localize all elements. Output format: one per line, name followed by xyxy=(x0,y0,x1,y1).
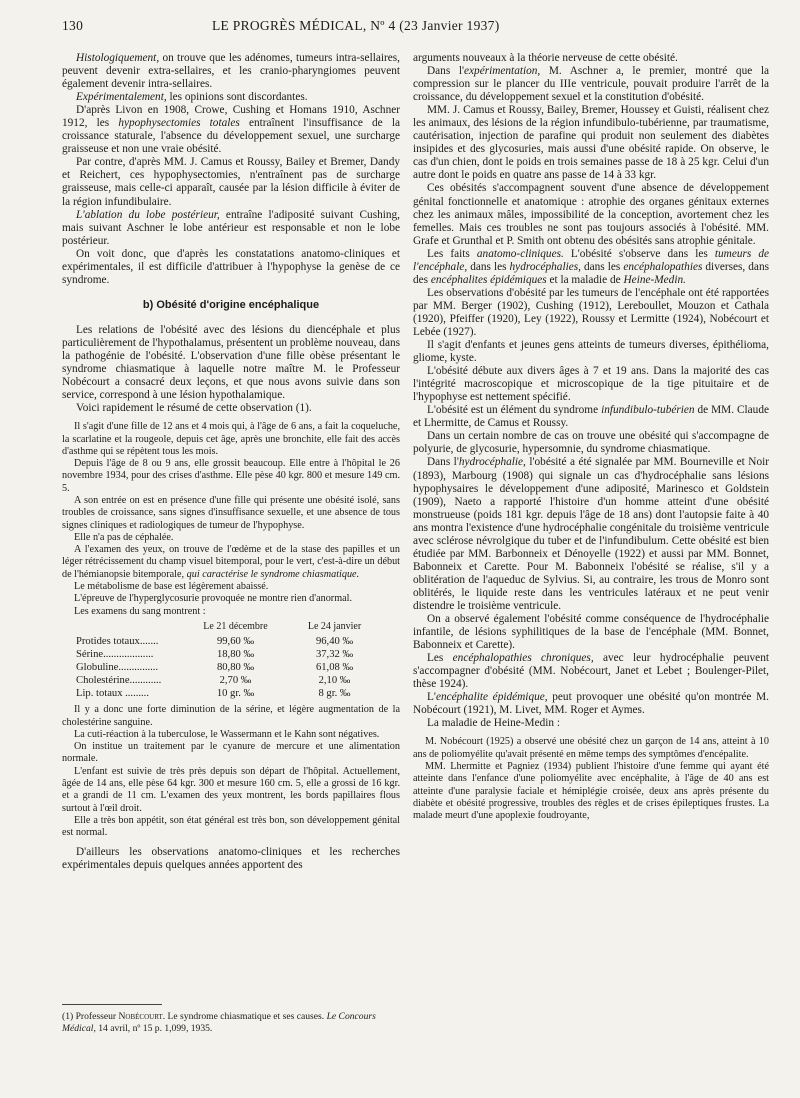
paragraph: Il s'agit d'enfants et jeunes gens atteints de tumeurs diverses, épithélioma, gliome, kyste. xyxy=(413,339,769,365)
cell-value: 99,60 ‰ xyxy=(216,636,255,648)
paragraph xyxy=(413,404,769,430)
page-header xyxy=(62,18,768,40)
row-label: Protides totaux....... xyxy=(76,636,159,648)
italic-term: hypophysectomies totales xyxy=(118,117,240,130)
paragraph: D'ailleurs les observations anatomo-cliniques et les recherches expérimentales depuis quelques années apportent des xyxy=(62,845,400,871)
table-row xyxy=(74,687,384,700)
paragraph: Les observations d'obésité par les tumeurs de l'encéphale ont été rapportées par MM. Berger (1902), Cushing (1912), Lereboullet, Mouzon et Cathala (1920), Pfeiffer (1920), Ley (1922), Roussy et Lermitte (1924), Nobécourt et Lebée (1927). xyxy=(413,286,769,338)
paragraph xyxy=(413,652,769,691)
italic-lead: L'ablation du lobe postérieur, xyxy=(76,208,220,221)
blood-test-table xyxy=(74,621,384,700)
cell-value: 10 gr. ‰ xyxy=(216,688,255,700)
right-column xyxy=(413,52,769,823)
cell-value: 80,80 ‰ xyxy=(216,662,255,674)
paragraph-text: Les faits xyxy=(427,247,477,260)
case-paragraph xyxy=(62,544,400,581)
cell-value: 2,70 ‰ xyxy=(219,675,252,687)
italic-term: encéphalopathies chroniques, xyxy=(452,652,594,665)
paragraph: La maladie de Heine-Medin : xyxy=(427,717,560,730)
page-number: 130 xyxy=(62,18,84,33)
paragraph-text: Dans l' xyxy=(427,456,459,469)
paragraph-text: M. Aschner a, le premier, montré que la compression sur le plancer du IIIe ventricule, pouvait produire l'arrêt de la croissance, du développement sexuel et la constitution d'obésité. xyxy=(413,65,770,104)
footnote-rule xyxy=(62,1004,162,1005)
italic-lead: Expérimentalement, xyxy=(76,91,167,104)
italic-term: infundibulo-tubérien xyxy=(601,404,695,417)
paragraph-text: de MM. Claude et Lhermitte, de Camus et Roussy. xyxy=(413,404,769,430)
paragraph xyxy=(62,209,400,248)
paragraph: Ces obésités s'accompagnent souvent d'une absence de développement génital fonctionnelle et anatomique : atrophie des organes génitaux externes chez les animaux mâles, impossibilité de la conception, avortement chez les femelles. Mais ces troubles ne sont pas toujours associés à l'obésité. MM. Grafe et Grunthal et P. Smith ont obtenu des obésités sans atrophie génitale. xyxy=(413,182,769,247)
cell-value: 2,10 ‰ xyxy=(318,675,351,687)
row-label: Lip. totaux ......... xyxy=(76,688,149,700)
cell-value: 8 gr. ‰ xyxy=(318,688,351,700)
paragraph-text: les opinions sont discordantes. xyxy=(166,91,308,104)
column-header: Le 21 décembre xyxy=(203,620,268,632)
italic-term: encéphalite épidémique, xyxy=(435,691,548,704)
paragraph xyxy=(413,65,769,104)
paragraph-text: diverses, dans des xyxy=(413,260,769,286)
italic-term: hydrocéphalie, xyxy=(458,456,526,469)
case-paragraph: Depuis l'âge de 8 ou 9 ans, elle grossit beaucoup. Elle entre à l'hôpital le 26 novembre 1934, pour des crises d'asthme. Elle pèse 40 kgr. 800 et mesure 149 cm. 5. xyxy=(62,458,400,494)
italic-term: Heine-Medin. xyxy=(623,273,686,286)
italic-term: encéphalopathies xyxy=(623,260,703,273)
column-header: Le 24 janvier xyxy=(307,620,362,632)
paragraph-text: dans les xyxy=(580,260,624,273)
paragraph-text: dans les xyxy=(467,260,510,273)
case-paragraph: L'épreuve de l'hyperglycosurie provoquée ne montre rien d'anormal. xyxy=(74,593,353,605)
paragraph: L'obésité débute aux divers âges à 7 et 19 ans. Dans la majorité des cas l'intégrité macroscopique et microscopique de la tige pituitaire et de l'hypophyse est nettement spécifié. xyxy=(413,365,769,404)
case-paragraph: L'enfant est suivie de très près depuis son départ de l'hôpital. Actuellement, âgée de 14 ans, elle pèse 64 kgr. 300 et mesure 160 cm. 5, elle a grossi de 16 kgr. et a grandi de 11 cm. L'examen des yeux montrent, les bords papillaires flous surtout à l'œil droit. xyxy=(62,765,400,814)
case-paragraph: M. Nobécourt (1925) a observé une obésité chez un garçon de 14 ans, atteint à 10 ans de poliomyélite qu'avait présenté en même temps des symptômes d'encépalite. xyxy=(413,736,769,760)
paragraph-text: peut provoquer une obésité qu'on montrée M. Nobécourt (1921), M. Livet, MM. Roger et Aymes. xyxy=(413,691,769,717)
case-paragraph: Elle n'a pas de céphalée. xyxy=(74,531,174,543)
row-label: Sérine................... xyxy=(76,649,154,661)
paragraph-text: l'obésité a été signalée par MM. Bourneville et Noir (1893), Marbourg (1908) qui signale un cas d'hydrocéphalie sans lésions hypophysaires le développement d'une adiposité, Marinesco et Goldstein (1909), Naeto a rapporté l'histoire d'un homme atteint d'une obésité monstrueuse (poids 181 kgr. depuis l'âge de 18 ans) dont l'autopsie faite à 40 ans montra l'existence d'une hydrocéphalie congénitale du troisième ventricule avec sclérose névrolgique du tuber et de l'infundibulum. Cette obésité est bien étudiée par MM. Barbonneix et Dénoyelle (1922) et aussi par MM. Bonnet, Babonneix et Carette. Pour M. Babonneix l'obésité se réalise, s'il y a oblitération de l'aqueduc de Sylvius. Si, au contraire, les trous de Monro sont oblitérés, le liquide reste dans les ventricules latéraux et ne peut venir distendre le troisième ventricule. xyxy=(413,456,769,612)
paragraph-text: L'obésité est un élément du syndrome xyxy=(427,404,602,417)
case-paragraph: Les examens du sang montrent : xyxy=(74,605,206,617)
case-report xyxy=(62,421,400,839)
footnote-journal: Le Concours Médical xyxy=(62,1011,376,1034)
italic-term: qui caractérise le syndrome chiasmatique. xyxy=(186,568,360,580)
row-label: Cholestérine............ xyxy=(76,675,162,687)
paragraph xyxy=(413,691,769,717)
table-row xyxy=(74,674,384,687)
paragraph: On a observé également l'obésité comme conséquence de l'hydrocéphalie infantile, de lésions syphilitiques de la base de l'encéphale (MM. Bonnet, Babonneix et Carette). xyxy=(413,613,769,652)
table-row xyxy=(74,661,384,674)
paragraph-text: D'après Livon en 1908, Crowe, Cushing et Homans 1910, Aschner 1912, les xyxy=(62,104,400,130)
case-paragraph: MM. Lhermitte et Pagniez (1934) publient l'histoire d'une femme qui ayant été atteinte dans l'enfance d'une poliomyélite avec encéphalite, à l'âge de 40 ans est atteinte d'une paralysie faciale et hémiplégie croisée, deux ans après présente du diabète et obésité progressive, troubles des règles et de crises épileptiques frustes. La malade meurt d'une apoplexie foudroyante, xyxy=(413,761,769,822)
table-header-row xyxy=(74,621,384,635)
paragraph-text: entraînent l'insuffisance de la croissance staturale, l'absence du développement sexuel, une surcharge graisseuse et non une vraie obésité. xyxy=(62,117,400,156)
paragraph-text: Les xyxy=(427,652,453,665)
case-paragraph: La cuti-réaction à la tuberculose, le Wassermann et le Kahn sont négatives. xyxy=(74,728,380,740)
footnote xyxy=(62,1011,400,1035)
paragraph xyxy=(62,104,400,156)
paragraph-text: L'obésité s'observe dans les xyxy=(563,247,715,260)
case-paragraph: Le métabolisme de base est légèrement abaissé. xyxy=(74,581,269,593)
row-label: Globuline............... xyxy=(76,662,159,674)
italic-term: expérimentation, xyxy=(464,65,541,78)
journal-title: LE PROGRÈS MÉDICAL, Nº 4 (23 Janvier 1937) xyxy=(212,18,500,33)
paragraph xyxy=(62,91,400,104)
case-paragraph: Il s'agit d'une fille de 12 ans et 4 mois qui, à l'âge de 6 ans, a fait la coqueluche, la scarlatine et la rougeole, depuis cet âge, après une bronchite, elle fait des accès d'asthme qui se répètent tous les mois. xyxy=(62,421,400,457)
case-paragraph: Il y a donc une forte diminution de la sérine, et légère augmentation de la cholestérine sanguine. xyxy=(62,704,400,728)
italic-term: encéphalites épidémiques xyxy=(430,273,547,286)
left-column xyxy=(62,52,400,872)
footnote-text: (1) Professeur xyxy=(62,1011,119,1022)
italic-lead: Histologiquement, xyxy=(76,52,160,64)
case-text: A l'examen des yeux, on trouve de l'œdème et de la stase des papilles et un léger rétrécissement du champ visuel bitemporal, pour le vert, c'est-à-dire un début de l'hémianopsie bitemporale, xyxy=(62,544,400,580)
paragraph-text: et la maladie de xyxy=(546,273,624,286)
section-heading: b) Obésité d'origine encéphalique xyxy=(142,298,320,311)
italic-term: tumeurs de l'encéphale, xyxy=(413,247,769,273)
paragraph: On voit donc, que d'après les constatations anatomo-cliniques et expérimentales, il est difficile d'attribuer à l'hypophyse la genèse de ce syndrome. xyxy=(62,247,400,286)
paragraph: arguments nouveaux à la théorie nerveuse de cette obésité. xyxy=(413,52,678,64)
case-paragraph: A son entrée on est en présence d'une fille qui présente une obésité isolé, sans troubles de croissance, sans signes d'insuffisance sexuelle, et une absence de tous signes cliniques et radiologiques de tumeur de l'hypophyse. xyxy=(62,495,400,531)
paragraph-text: Dans l' xyxy=(427,65,465,78)
paragraph: Par contre, d'après MM. J. Camus et Roussy, Bailey et Bremer, Dandy et Reichert, ces hypophysectomies, n'entraînent pas de surcharge graisseuse, mais celle-ci apparaît, causée par la lésion difficile à éviter de la région infundibulaire. xyxy=(62,156,400,208)
paragraph-text: entraîne l'adiposité suivant Cushing, mais suivant Aschner le lobe antérieur est responsable et non le lobe postérieur. xyxy=(62,208,400,247)
paragraph xyxy=(413,248,769,287)
paragraph: Les relations de l'obésité avec des lésions du diencéphale et plus particulièrement de l'hypothalamus, présentent un problème nouveau, dans la pathogénie de l'obésité. L'observation d'une fille obèse présentant le syndrome chiasmatique à laquelle notre maître M. le Professeur Nobécourt a consacré deux leçons, et que nous avons suivie dans son service, correspond à une lésion hypothalamique. xyxy=(62,323,401,402)
paragraph-text: on trouve que les adénomes, tumeurs intra-sellaires, peuvent devenir extra-sellaires, et les cranio-pharyngiomes peuvent également devenir intra-sellaires. xyxy=(62,52,400,91)
footnote-text: . Le syndrome chiasmatique et ses causes. xyxy=(162,1011,327,1022)
paragraph: MM. J. Camus et Roussy, Bailey, Bremer, Houssey et Guisti, réalisent chez les animaux, des lésions de la région infundibulo-tubérienne, par traumatisme, cautérisation, injection de parafine qui produit non seulement des diabètes insipides et des glycosuries, mais aussi d'une obésité rapide. On observe, le cas d'un chien, dont le poids en trois semaines passe de 18 à 25 kgr. Celui d'un autre dont le poids en quatre ans passe de 14 à 33 kgr. xyxy=(413,104,769,182)
cell-value: 61,08 ‰ xyxy=(315,662,354,674)
case-summaries xyxy=(413,736,769,822)
case-paragraph: On institue un traitement par le cyanure de mercure et une alimentation normale. xyxy=(62,741,400,765)
table-row xyxy=(74,635,384,648)
table-row xyxy=(74,648,384,661)
paragraph-text: L' xyxy=(427,691,436,704)
cell-value: 96,40 ‰ xyxy=(315,636,354,648)
paragraph: Voici rapidement le résumé de cette observation (1). xyxy=(76,402,312,415)
cell-value: 18,80 ‰ xyxy=(216,649,255,661)
paragraph xyxy=(62,52,400,91)
paragraph-text: avec leur hydrocéphalie peuvent s'accompagner d'obésité (MM. Nobécourt, Janet et Lebet ; Boulenger-Pilet, thèse 1924). xyxy=(413,652,769,691)
case-paragraph: Elle a très bon appétit, son état général est très bon, son développement génital est normal. xyxy=(62,814,400,839)
italic-term: hydrocéphalies, xyxy=(509,260,581,273)
paragraph xyxy=(413,456,769,613)
footnote-text: , 14 avril, nº 15 p. 1,099, 1935. xyxy=(93,1022,213,1034)
footnote-author: Nobécourt xyxy=(118,1011,163,1022)
paragraph: Dans un certain nombre de cas on trouve une obésité qui s'accompagne de polyurie, de glycosurie, hypersomnie, du syndrome chiasmatique. xyxy=(413,430,769,456)
italic-term: anatomo-cliniques. xyxy=(476,247,564,260)
cell-value: 37,32 ‰ xyxy=(315,649,354,661)
